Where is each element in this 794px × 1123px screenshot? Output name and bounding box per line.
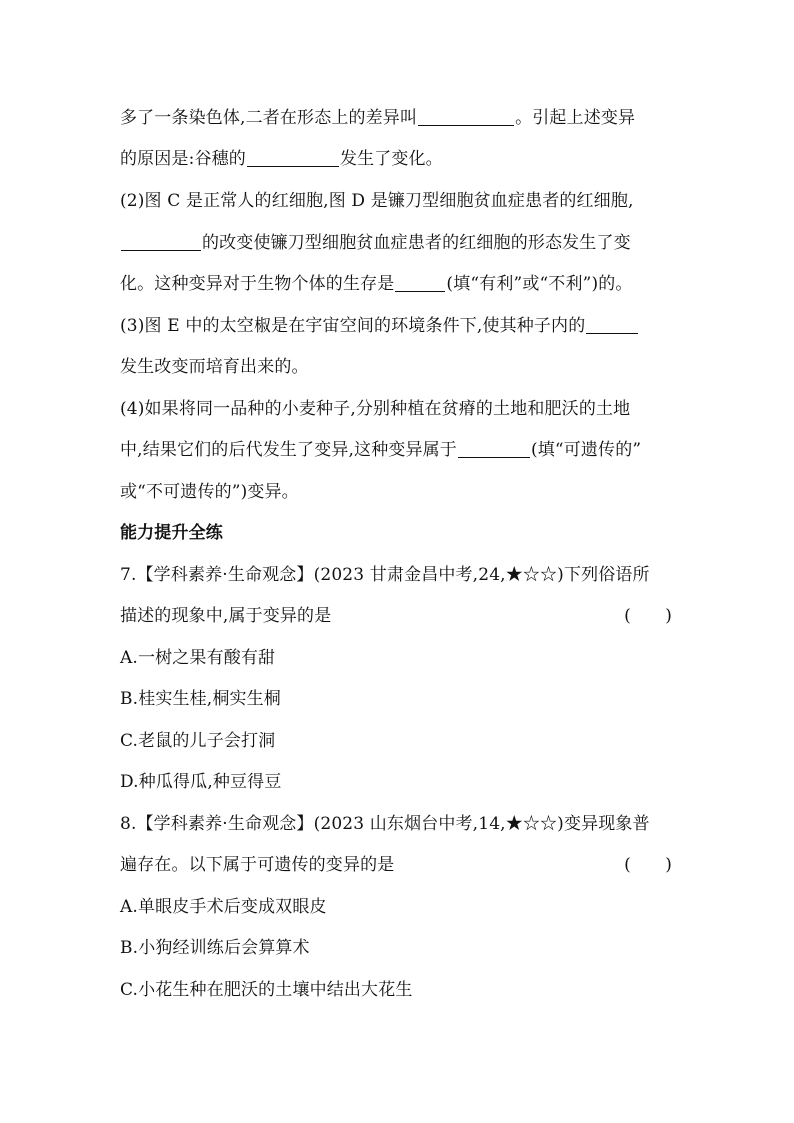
q8-stem-text: 遍存在。以下属于可遗传的变异的是: [120, 855, 395, 875]
answer-blank[interactable]: [458, 439, 530, 458]
q7-option-c[interactable]: C.老鼠的儿子会打洞: [120, 731, 276, 751]
q6-part4-line-1: [120, 394, 680, 424]
q7-option-b[interactable]: B.桂实生桂,桐实生桐: [120, 689, 281, 709]
q6-cont-text: 。引起上述变异: [515, 108, 636, 128]
q6-part4-text: 或“不可遗传的”)变异。: [120, 482, 299, 502]
q6-part4-line-2: [120, 435, 680, 465]
answer-blank[interactable]: [247, 148, 339, 167]
q7-stem-text: 描述的现象中,属于变异的是: [120, 606, 332, 626]
q6-part4-line-3: [120, 477, 680, 507]
q8-option-b[interactable]: B.小狗经训练后会算算术: [120, 938, 310, 958]
q6-part2-text: (2)图 C 是正常人的红细胞,图 D 是镰刀型细胞贫血症患者的红细胞,: [120, 191, 634, 211]
q6-part3-line-1: [120, 311, 680, 341]
q8-stem-line-1: [120, 809, 680, 839]
q6-cont-text: 的原因是:谷穗的: [120, 149, 246, 169]
answer-blank[interactable]: [121, 232, 201, 251]
q6-part3-line-2: [120, 352, 680, 382]
answer-blank[interactable]: [418, 107, 514, 126]
q6-part4-text: (4)如果将同一品种的小麦种子,分别种植在贫瘠的土地和肥沃的土地: [120, 399, 631, 419]
q7-stem-line-1: [120, 560, 680, 590]
q6-part2-text: 化。这种变异对于生物个体的生存是: [120, 274, 395, 294]
q8-option-c[interactable]: C.小花生种在肥沃的土壤中结出大花生: [120, 980, 413, 1000]
answer-blank[interactable]: [395, 273, 445, 292]
q6-part2-line-1: [120, 186, 680, 216]
q6-part4-text: (填“可遗传的”: [530, 440, 642, 460]
section-heading: 能力提升全练: [120, 523, 223, 543]
q6-cont-line-1: [120, 103, 680, 133]
q7-option-a[interactable]: A.一树之果有酸有甜: [120, 648, 276, 668]
q6-part3-text: 发生改变而培育出来的。: [120, 357, 309, 377]
q8-stem-line-2: [120, 850, 680, 880]
q7-option-d[interactable]: D.种瓜得瓜,种豆得豆: [120, 772, 282, 792]
q6-cont-text: 发生了变化。: [339, 149, 443, 169]
q6-part3-text: (3)图 E 中的太空椒是在宇宙空间的环境条件下,使其种子内的: [120, 316, 586, 336]
q6-cont-text: 多了一条染色体,二者在形态上的差异叫: [120, 108, 418, 128]
q6-part2-text: 的改变使镰刀型细胞贫血症患者的红细胞的形态发生了变: [202, 233, 631, 253]
q8-stem-text: 8.【学科素养·生命观念】(2023 山东烟台中考,14,★☆☆)变异现象普: [120, 814, 650, 834]
q8-answer-paren[interactable]: ( ): [624, 855, 672, 875]
q7-stem-text: 7.【学科素养·生命观念】(2023 甘肃金昌中考,24,★☆☆)下列俗语所: [120, 565, 650, 585]
q6-part2-line-2: [120, 228, 680, 258]
q6-part2-text: (填“有利”或“不利”)的。: [446, 274, 633, 294]
q6-part4-text: 中,结果它们的后代发生了变异,这种变异属于: [120, 440, 457, 460]
q6-part2-line-3: [120, 269, 680, 299]
q7-stem-line-2: [120, 601, 680, 631]
q8-option-a[interactable]: A.单眼皮手术后变成双眼皮: [120, 897, 327, 917]
q7-answer-paren[interactable]: ( ): [624, 606, 672, 626]
answer-blank[interactable]: [586, 315, 638, 334]
q6-cont-line-2: [120, 144, 680, 174]
